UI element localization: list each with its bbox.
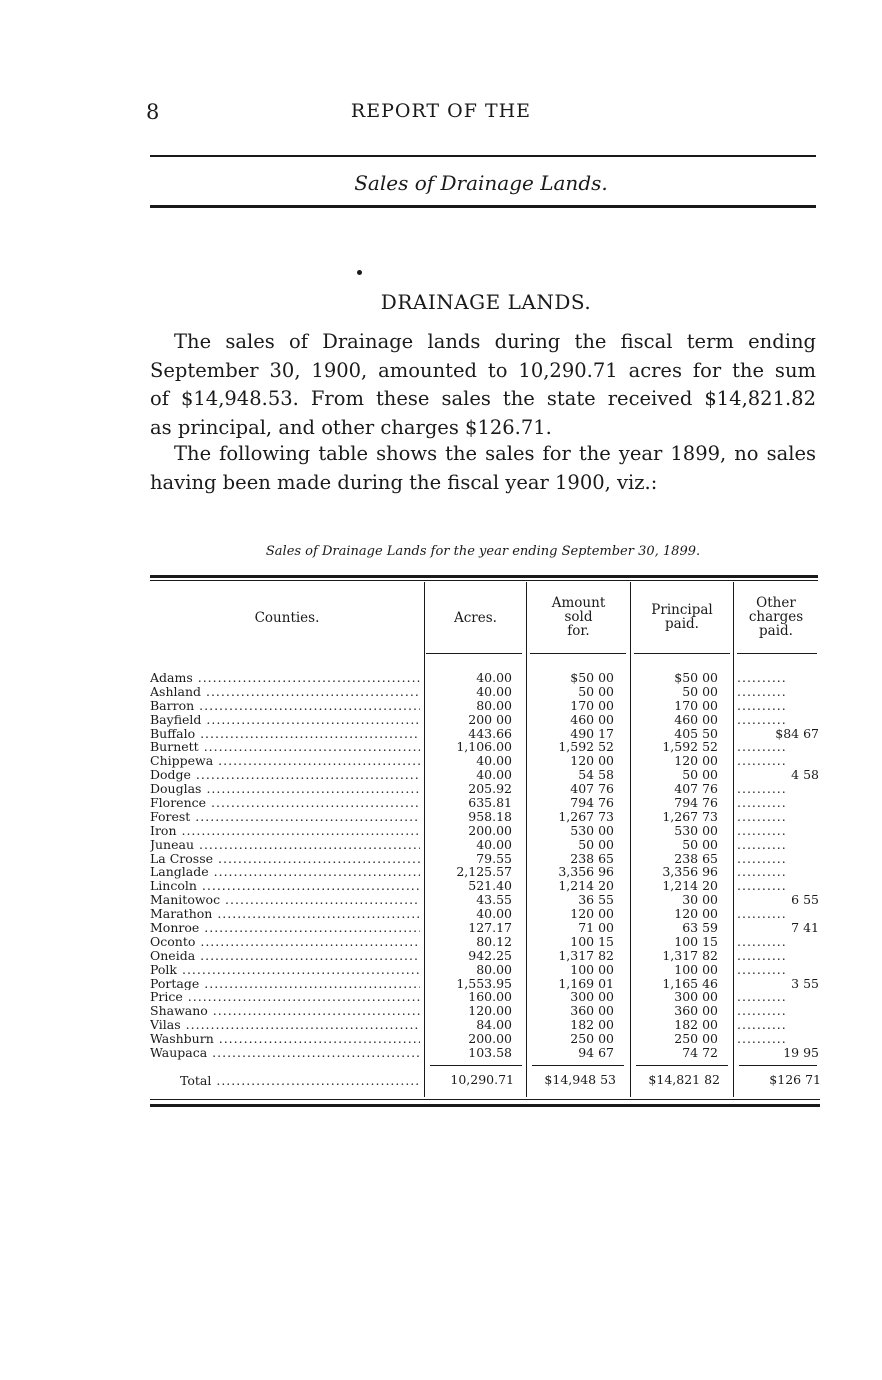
amount-cell: 120 00 — [570, 906, 614, 922]
paragraph-2-line: having been made during the fiscal year 1900, viz.: — [150, 470, 658, 494]
header-principal — [631, 603, 733, 631]
header-underline — [634, 653, 730, 654]
other-charges-empty: .......... — [737, 698, 787, 713]
amount-cell: 1,592 52 — [558, 739, 614, 755]
amount-cell: 100 00 — [570, 961, 614, 977]
acres-cell: 2,125.57 — [456, 864, 512, 880]
paragraph-2 — [150, 440, 816, 497]
principal-cell: 360 00 — [674, 1003, 718, 1019]
acres-cell: 521.40 — [468, 878, 512, 894]
county-cell: Shawano ..... — [150, 1004, 420, 1018]
principal-cell: 1,267 73 — [662, 808, 718, 824]
other-charges-cell: 3 55 — [791, 975, 819, 991]
principal-cell: 3,356 96 — [662, 864, 718, 880]
amount-cell: 94 67 — [578, 1045, 614, 1061]
amount-cell: 54 58 — [578, 767, 614, 783]
column-amount — [528, 671, 614, 1060]
header-other — [734, 596, 818, 638]
other-charges-empty: .......... — [737, 907, 787, 922]
principal-cell: 407 76 — [674, 781, 718, 797]
acres-cell: 40.00 — [476, 753, 512, 769]
column-divider — [630, 582, 631, 1097]
column-acres — [426, 671, 512, 1060]
county-cell: Chippewa ..... — [150, 754, 420, 768]
other-charges-empty: .......... — [737, 684, 787, 699]
acres-cell: 84.00 — [476, 1017, 512, 1033]
other-charges-cell: 19 95 — [783, 1045, 819, 1061]
county-cell: Polk ..... — [150, 963, 420, 977]
total-acres: 10,290.71 — [450, 1072, 514, 1087]
acres-cell: 103.58 — [468, 1045, 512, 1061]
header-principal-line: Principal — [651, 602, 713, 618]
county-cell: Washburn ..... — [150, 1032, 420, 1046]
page-number: 8 — [146, 100, 160, 124]
county-cell: Buffalo ..... — [150, 727, 420, 741]
county-cell: Iron ..... — [150, 824, 420, 838]
header-counties: Counties. — [254, 610, 320, 626]
acres-cell: 205.92 — [468, 781, 512, 797]
column-divider — [733, 582, 734, 1097]
column-other — [735, 671, 819, 1060]
other-charges-empty: .......... — [737, 671, 787, 685]
county-cell: Dodge ..... — [150, 768, 420, 782]
county-cell: Douglas ..... — [150, 782, 420, 796]
principal-cell: 30 00 — [682, 892, 718, 908]
county-cell: Marathon ..... — [150, 907, 420, 921]
other-charges-empty: .......... — [737, 990, 787, 1005]
acres-cell: 120.00 — [468, 1003, 512, 1019]
header-principal-line: paid. — [665, 616, 699, 632]
total-amount: $14,948 53 — [544, 1072, 616, 1087]
table-rule-bottom-thin — [150, 1099, 820, 1100]
amount-cell: 407 76 — [570, 781, 614, 797]
header-other-line: Other — [756, 595, 796, 611]
acres-cell: 1,106.00 — [456, 739, 512, 755]
amount-cell: 490 17 — [570, 725, 614, 741]
amount-cell: 1,214 20 — [558, 878, 614, 894]
amount-cell: 71 00 — [578, 920, 614, 936]
amount-cell: 100 15 — [570, 933, 614, 949]
other-charges-cell: 4 58 — [791, 767, 819, 783]
acres-cell: 200 00 — [468, 711, 512, 727]
county-cell: La Crosse ..... — [150, 852, 420, 866]
acres-cell: 127.17 — [468, 920, 512, 936]
county-cell: Forest ..... — [150, 810, 420, 824]
amount-cell: 794 76 — [570, 795, 614, 811]
amount-cell: 250 00 — [570, 1031, 614, 1047]
paragraph-1 — [150, 328, 816, 442]
acres-cell: 200.00 — [468, 1031, 512, 1047]
acres-cell: 43.55 — [476, 892, 512, 908]
county-cell: Bayfield ..... — [150, 713, 420, 727]
header-amount — [527, 596, 630, 638]
county-cell: Adams ..... — [150, 671, 420, 685]
amount-cell: 360 00 — [570, 1003, 614, 1019]
principal-cell: 530 00 — [674, 822, 718, 838]
table-rule-top — [150, 575, 818, 578]
other-charges-empty: .......... — [737, 712, 787, 727]
amount-cell: 1,169 01 — [558, 975, 614, 991]
other-charges-empty: .......... — [737, 879, 787, 894]
section-title: Sales of Drainage Lands. — [354, 171, 608, 195]
paragraph-2-line: The following table shows the sales for the year 1899, no sales — [174, 442, 816, 465]
amount-cell: 3,356 96 — [558, 864, 614, 880]
principal-cell: 1,317 82 — [662, 947, 718, 963]
amount-cell: 238 65 — [570, 850, 614, 866]
header-acres: Acres. — [454, 610, 497, 626]
other-charges-cell: $84 67 — [775, 725, 819, 741]
principal-cell: 50 00 — [682, 836, 718, 852]
paragraph-1-line: as principal, and other charges $126.71. — [150, 415, 552, 439]
principal-cell: 1,214 20 — [662, 878, 718, 894]
acres-cell: 942.25 — [468, 947, 512, 963]
acres-cell: 79.55 — [476, 850, 512, 866]
amount-cell: 300 00 — [570, 989, 614, 1005]
other-charges-empty: .......... — [737, 823, 787, 838]
amount-cell: 460 00 — [570, 711, 614, 727]
principal-cell: 50 00 — [682, 683, 718, 699]
acres-cell: 80.00 — [476, 961, 512, 977]
other-charges-cell: 6 55 — [791, 892, 819, 908]
total-label-text: Total ..... — [180, 1074, 420, 1088]
acres-cell: 80.00 — [476, 697, 512, 713]
county-cell: Juneau ..... — [150, 838, 420, 852]
principal-cell: 182 00 — [674, 1017, 718, 1033]
header-amount-line: sold — [564, 609, 593, 625]
county-cell: Monroe ..... — [150, 921, 420, 935]
other-charges-empty: .......... — [737, 934, 787, 949]
principal-cell: 250 00 — [674, 1031, 718, 1047]
principal-cell: 100 15 — [674, 933, 718, 949]
other-charges-empty: .......... — [737, 740, 787, 755]
total-underline — [739, 1065, 817, 1066]
amount-cell: 50 00 — [578, 836, 614, 852]
total-principal: $14,821 82 — [648, 1072, 720, 1087]
county-cell: Waupaca ..... — [150, 1046, 420, 1060]
header-underline — [426, 653, 522, 654]
principal-cell: 794 76 — [674, 795, 718, 811]
total-underline — [430, 1065, 522, 1066]
acres-cell: 443.66 — [468, 725, 512, 741]
amount-cell: 182 00 — [570, 1017, 614, 1033]
header-other-line: paid. — [759, 623, 793, 639]
amount-cell: 530 00 — [570, 822, 614, 838]
amount-cell: 170 00 — [570, 697, 614, 713]
principal-cell: $50 00 — [674, 670, 718, 685]
county-cell: Oconto ..... — [150, 935, 420, 949]
column-divider — [424, 582, 425, 1097]
principal-cell: 238 65 — [674, 850, 718, 866]
amount-cell: 1,267 73 — [558, 808, 614, 824]
amount-cell: 36 55 — [578, 892, 614, 908]
other-charges-empty: .......... — [737, 754, 787, 769]
other-charges-empty: .......... — [737, 809, 787, 824]
county-cell: Barron ..... — [150, 699, 420, 713]
principal-cell: 460 00 — [674, 711, 718, 727]
principal-cell: 120 00 — [674, 753, 718, 769]
running-head: REPORT OF THE — [350, 100, 532, 122]
amount-cell: $50 00 — [570, 670, 614, 685]
principal-cell: 405 50 — [674, 725, 718, 741]
principal-cell: 300 00 — [674, 989, 718, 1005]
total-underline — [636, 1065, 728, 1066]
other-charges-empty: .......... — [737, 796, 787, 810]
paragraph-1-line: of $14,948.53. From these sales the state received $14,821.82 — [150, 387, 816, 410]
acres-cell: 40.00 — [476, 836, 512, 852]
county-cell: Oneida ..... — [150, 949, 420, 963]
acres-cell: 200.00 — [468, 822, 512, 838]
county-cell: Burnett ..... — [150, 740, 420, 754]
county-cell: Portage ..... — [150, 977, 420, 991]
acres-cell: 40.00 — [476, 906, 512, 922]
header-rule-bottom — [150, 205, 816, 208]
amount-cell: 1,317 82 — [558, 947, 614, 963]
header-underline — [530, 653, 626, 654]
other-charges-empty: .......... — [737, 851, 787, 866]
principal-cell: 120 00 — [674, 906, 718, 922]
county-cell: Ashland ..... — [150, 685, 420, 699]
other-charges-empty: .......... — [737, 837, 787, 852]
other-charges-cell: 7 41 — [791, 920, 819, 936]
column-divider — [526, 582, 527, 1097]
amount-cell: 50 00 — [578, 683, 614, 699]
acres-cell: 40.00 — [476, 670, 512, 685]
county-cell: Vilas ..... — [150, 1018, 420, 1032]
header-rule-top — [150, 155, 816, 157]
acres-cell: 40.00 — [476, 767, 512, 783]
column-counties — [150, 671, 420, 1060]
total-other: $126 71 — [769, 1072, 821, 1087]
county-cell: Langlade ..... — [150, 865, 420, 879]
other-charges-empty: .......... — [737, 782, 787, 797]
other-charges-empty: .......... — [737, 865, 787, 880]
header-amount-line: for. — [567, 623, 590, 639]
acres-cell: 80.12 — [476, 933, 512, 949]
table-caption: Sales of Drainage Lands for the year ending September 30, 1899. — [265, 544, 701, 559]
principal-cell: 1,592 52 — [662, 739, 718, 755]
principal-cell: 100 00 — [674, 961, 718, 977]
table-rule-top-thin — [150, 580, 818, 581]
section-heading: DRAINAGE LANDS. — [380, 290, 592, 314]
paragraph-1-line: September 30, 1900, amounted to 10,290.71 acres for the sum — [150, 358, 816, 382]
county-cell: Manitowoc ..... — [150, 893, 420, 907]
table-rule-bottom — [150, 1104, 820, 1107]
paragraph-1-line: The sales of Drainage lands during the fiscal term ending — [174, 330, 816, 353]
column-principal — [632, 671, 718, 1060]
principal-cell: 74 72 — [682, 1045, 718, 1061]
header-amount-line: Amount — [551, 595, 606, 611]
other-charges-empty: .......... — [737, 1018, 787, 1033]
total-label — [180, 1074, 420, 1088]
acres-cell: 635.81 — [468, 795, 512, 811]
acres-cell: 958.18 — [468, 808, 512, 824]
acres-cell: 40.00 — [476, 683, 512, 699]
other-charges-empty: .......... — [737, 1004, 787, 1019]
acres-cell: 1,553.95 — [456, 975, 512, 991]
principal-cell: 63 59 — [682, 920, 718, 936]
county-cell: Florence ..... — [150, 796, 420, 810]
other-charges-empty: .......... — [737, 1032, 787, 1047]
header-underline — [737, 653, 817, 654]
acres-cell: 160.00 — [468, 989, 512, 1005]
principal-cell: 1,165 46 — [662, 975, 718, 991]
other-charges-empty: .......... — [737, 948, 787, 963]
principal-cell: 50 00 — [682, 767, 718, 783]
other-charges-empty: .......... — [737, 962, 787, 977]
county-cell: Price ..... — [150, 990, 420, 1004]
county-cell: Lincoln ..... — [150, 879, 420, 893]
amount-cell: 120 00 — [570, 753, 614, 769]
header-other-line: charges — [748, 609, 804, 625]
total-underline — [532, 1065, 624, 1066]
principal-cell: 170 00 — [674, 697, 718, 713]
ornament-dot — [357, 270, 362, 275]
